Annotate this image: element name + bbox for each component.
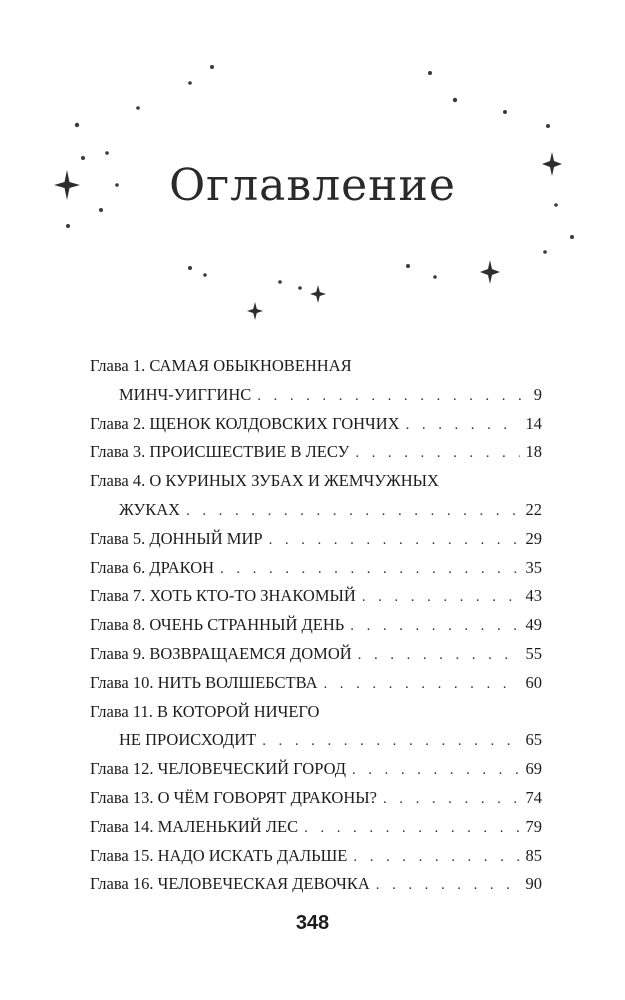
dot-leader xyxy=(350,612,519,641)
dot-leader xyxy=(406,411,520,440)
dot-leader xyxy=(269,526,520,555)
toc-entry xyxy=(90,784,542,813)
dot-leader xyxy=(353,843,519,872)
dot-leader xyxy=(355,439,519,468)
chapter-title: Глава 14. МАЛЕНЬКИЙ ЛЕС xyxy=(90,816,299,836)
chapter-title: Глава 15. НАДО ИСКАТЬ ДАЛЬШЕ xyxy=(90,845,348,865)
chapter-page-number: 22 xyxy=(525,499,542,519)
chapter-title-continued: НЕ ПРОИСХОДИТ xyxy=(119,730,257,750)
chapter-page-number: 14 xyxy=(525,413,542,433)
chapter-title: Глава 11. В КОТОРОЙ НИЧЕГО xyxy=(90,701,320,721)
chapter-title: Глава 3. ПРОИСШЕСТВИЕ В ЛЕСУ xyxy=(90,442,350,462)
toc-entry xyxy=(90,669,542,698)
chapter-title: Глава 7. ХОТЬ КТО-ТО ЗНАКОМЫЙ xyxy=(90,586,356,606)
toc-entry xyxy=(90,525,542,554)
toc-entry xyxy=(90,554,542,583)
dot-leader xyxy=(257,382,528,411)
chapter-title: Глава 2. ЩЕНОК КОЛДОВСКИХ ГОНЧИХ xyxy=(90,413,400,433)
dot-leader xyxy=(358,641,520,670)
chapter-page-number: 90 xyxy=(525,874,542,894)
toc-entry xyxy=(90,438,542,467)
toc-entry xyxy=(90,582,542,611)
chapter-title: Глава 6. ДРАКОН xyxy=(90,557,215,577)
toc-entry xyxy=(90,640,542,669)
toc-entry xyxy=(90,467,542,496)
toc-entry xyxy=(90,870,542,899)
chapter-page-number: 55 xyxy=(525,643,542,663)
chapter-page-number: 74 xyxy=(525,787,542,807)
dot-leader xyxy=(323,670,519,699)
toc-entry xyxy=(90,410,542,439)
dot-leader xyxy=(352,756,520,785)
toc-entry-continuation xyxy=(90,381,542,410)
toc-entry-continuation xyxy=(90,496,542,525)
dot-leader xyxy=(186,497,519,526)
dot-leader xyxy=(220,555,519,584)
chapter-title: Глава 13. О ЧЁМ ГОВОРЯТ ДРАКОНЫ? xyxy=(90,787,377,807)
chapter-title: Глава 4. О КУРИНЫХ ЗУБАХ И ЖЕМЧУЖНЫХ xyxy=(90,471,439,491)
chapter-title: Глава 5. ДОННЫЙ МИР xyxy=(90,528,263,548)
chapter-page-number: 85 xyxy=(525,845,542,865)
dot-leader xyxy=(262,727,519,756)
chapter-title-continued: МИНЧ-УИГГИНС xyxy=(119,384,252,404)
chapter-title: Глава 9. ВОЗВРАЩАЕМСЯ ДОМОЙ xyxy=(90,643,352,663)
chapter-title: Глава 8. ОЧЕНЬ СТРАННЫЙ ДЕНЬ xyxy=(90,615,345,635)
chapter-page-number: 69 xyxy=(525,759,542,779)
chapter-page-number: 79 xyxy=(525,816,542,836)
chapter-page-number: 35 xyxy=(525,557,542,577)
chapter-page-number: 43 xyxy=(525,586,542,606)
chapter-page-number: 49 xyxy=(525,615,542,635)
chapter-title-continued: ЖУКАХ xyxy=(119,499,181,519)
chapter-page-number: 9 xyxy=(533,384,542,404)
table-of-contents xyxy=(90,352,542,899)
chapter-title: Глава 1. САМАЯ ОБЫКНОВЕННАЯ xyxy=(90,356,352,375)
chapter-page-number: 18 xyxy=(525,442,542,462)
page-title: Оглавление xyxy=(169,160,456,211)
toc-entry xyxy=(90,755,542,784)
chapter-page-number: 60 xyxy=(525,672,542,692)
toc-entry xyxy=(90,611,542,640)
chapter-title: Глава 12. ЧЕЛОВЕЧЕСКИЙ ГОРОД xyxy=(90,759,346,779)
toc-entry-continuation xyxy=(90,726,542,755)
dot-leader xyxy=(362,583,520,612)
dot-leader xyxy=(304,814,519,843)
toc-entry xyxy=(90,813,542,842)
chapter-title: Глава 10. НИТЬ ВОЛШЕБСТВА xyxy=(90,672,318,692)
toc-entry xyxy=(90,698,542,727)
toc-entry xyxy=(90,842,542,871)
chapter-page-number: 65 xyxy=(525,730,542,750)
dot-leader xyxy=(376,871,520,900)
dot-leader xyxy=(383,785,520,814)
chapter-title: Глава 16. ЧЕЛОВЕЧЕСКАЯ ДЕВОЧКА xyxy=(90,874,370,894)
chapter-page-number: 29 xyxy=(525,528,542,548)
toc-entry xyxy=(90,352,542,381)
page-number: 348 xyxy=(295,912,330,934)
